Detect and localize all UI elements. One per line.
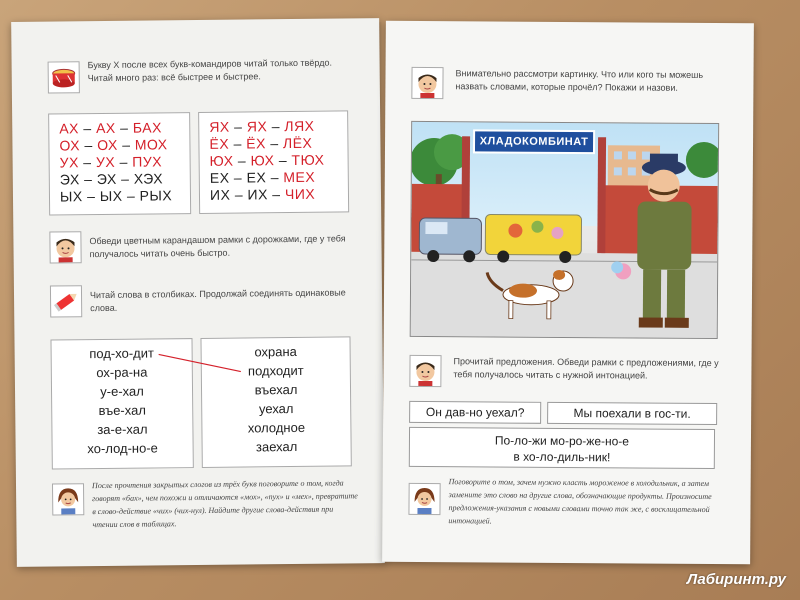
syllable-segment: УХ <box>95 153 116 171</box>
syllable-segment: ЭХ <box>59 171 80 188</box>
syllable-segment: АХ <box>95 119 116 137</box>
syllable-segment: – <box>115 153 133 170</box>
syllable-segment: – <box>116 170 134 187</box>
syllable-segment: ЁХ <box>246 135 266 152</box>
syllable-segment: – <box>122 187 140 204</box>
syllable-row <box>210 151 348 169</box>
syllable-row <box>60 153 190 171</box>
syllable-segment: – <box>78 154 97 171</box>
instruction-circle-fast: Обведи цветным карандашом рамки с дорожками, где у тебя получалось читать очень быстро. <box>89 233 346 260</box>
syllable-segment: РЫХ <box>139 187 173 204</box>
word-item: охрана <box>254 343 297 360</box>
syllable-table-b <box>198 110 349 214</box>
syllable-segment: – <box>229 118 247 135</box>
syllable-segment: – <box>267 118 285 135</box>
syllable-segment: – <box>274 152 292 169</box>
syllable-segment: ПУХ <box>132 153 163 170</box>
syllable-segment: БАХ <box>132 119 162 136</box>
syllable-segment: – <box>82 188 100 205</box>
pencil-icon <box>50 285 82 317</box>
syllable-segment: АХ <box>59 120 80 137</box>
syllable-segment: ЯХ <box>246 118 268 135</box>
syllable-row <box>210 185 348 203</box>
syllable-segment: МОХ <box>134 136 168 153</box>
instruction-read-columns: Читай слова в столбиках. Продолжай соединять одинаковые слова. <box>89 287 346 314</box>
word-item: за-е-хал <box>97 421 148 438</box>
sentence-box-2: Мы поехали в гос-ти. <box>547 402 717 425</box>
syllable-segment: – <box>233 152 251 169</box>
syllable-segment: ЮХ <box>209 152 234 169</box>
syllable-segment: ЮХ <box>250 152 275 169</box>
instruction-read-sentences: Прочитай предложения. Обведи рамки с предложениями, где у тебя получалось читать с нужной интонацией. <box>453 356 719 381</box>
sentence-box-3 <box>409 427 715 469</box>
syllable-segment: ИХ <box>247 186 268 203</box>
syllable-segment: ХЭХ <box>133 170 164 187</box>
mother-face-icon <box>52 483 84 515</box>
word-item: въе-хал <box>98 402 146 419</box>
word-item: ох-ра-на <box>96 364 148 381</box>
boy-face-icon <box>409 355 441 387</box>
right-page <box>382 21 754 565</box>
instruction-hard-h: Букву Х после всех букв-командиров читай только твёрдо. Читай много раз: всё быстрее и быстрее. <box>87 57 333 84</box>
watermark-labirint: Лабиринт.ру <box>686 571 786 588</box>
syllable-segment: ЫХ <box>59 188 83 205</box>
syllable-segment: МЕХ <box>283 168 316 186</box>
syllable-segment: ИХ <box>209 186 231 203</box>
syllable-segment: – <box>79 137 98 154</box>
sentence-box-1: Он дав-но уехал? <box>409 401 541 424</box>
word-item: уехал <box>258 401 294 417</box>
word-item: подходит <box>247 362 304 379</box>
connecting-line <box>155 350 245 381</box>
syllable-segment: ЭХ <box>96 170 117 188</box>
syllable-segment: УХ <box>59 154 79 171</box>
illustration-cold-storage-plant <box>410 121 720 339</box>
plant-sign-text: ХЛАДОКОМБИНАТ <box>479 135 589 149</box>
sentence-3-line-1: По-ло-жи мо-ро-же-но-е <box>494 433 630 449</box>
syllable-segment: – <box>78 120 97 137</box>
left-page <box>11 18 385 567</box>
parent-note-left: После прочтения закрытых слогов из трёх букв поговорите о том, когда говорят «бах», чем похожи и отличаются «мох», «пух» и «мех», превратите в слово-действие «чих» (чих-нул). Найдите другие слова-действия при чтении слов в таблицах. <box>91 478 358 530</box>
syllable-row <box>60 170 190 188</box>
syllable-row <box>209 117 347 135</box>
word-item: заехал <box>255 438 298 455</box>
syllable-segment: – <box>79 171 97 188</box>
syllable-segment: ЕХ <box>209 169 230 186</box>
syllable-segment: ЯХ <box>209 118 230 135</box>
syllable-segment: ЧИХ <box>284 185 316 203</box>
word-item: у-е-хал <box>100 383 144 400</box>
syllable-table-a <box>48 112 191 215</box>
word-item: хо-лод-но-е <box>87 440 158 457</box>
boy-face-icon <box>49 231 81 263</box>
syllable-row <box>59 119 189 137</box>
boy-face-icon <box>411 67 443 99</box>
syllable-segment: – <box>230 186 248 203</box>
sentence-3-line-2: в хо-ло-диль-ник! <box>513 449 611 465</box>
syllable-segment: – <box>117 136 135 153</box>
syllable-segment: ОХ <box>59 137 81 154</box>
syllable-segment: – <box>229 135 247 152</box>
drum-icon <box>48 61 80 93</box>
syllable-segment: ЕХ <box>246 169 267 186</box>
syllable-segment: – <box>115 119 133 136</box>
syllable-segment: – <box>229 169 247 186</box>
syllable-segment: ОХ <box>97 136 118 154</box>
syllable-segment: ЫХ <box>99 187 123 205</box>
syllable-segment: – <box>266 169 284 186</box>
syllable-row <box>209 134 347 152</box>
word-item: под-хо-дит <box>89 345 155 362</box>
syllable-segment: – <box>265 135 284 152</box>
syllable-segment: ЁХ <box>209 135 230 152</box>
syllable-segment: ЛЯХ <box>284 117 315 135</box>
parent-note-right: Поговорите о том, зачем нужно класть мороженое в холодильник, а затем замените это слово на другие слова, обозначающие продукты. Произносите предложения-указания с новыми словами точно так же, с восклицательной интонацией. <box>448 477 712 526</box>
syllable-segment: ТЮХ <box>291 151 325 169</box>
syllable-row <box>60 187 190 205</box>
mother-face-icon <box>408 483 440 515</box>
syllable-row <box>59 136 189 154</box>
word-item: въехал <box>254 381 298 398</box>
instruction-look-picture: Внимательно рассмотри картинку. Что или кого ты можешь назвать словами, которые прочёл? Покажи и назови. <box>455 68 704 93</box>
word-item: холодное <box>247 419 306 436</box>
syllable-row <box>210 168 348 186</box>
syllable-segment: – <box>267 186 286 203</box>
syllable-segment: ЛЁХ <box>282 134 313 152</box>
